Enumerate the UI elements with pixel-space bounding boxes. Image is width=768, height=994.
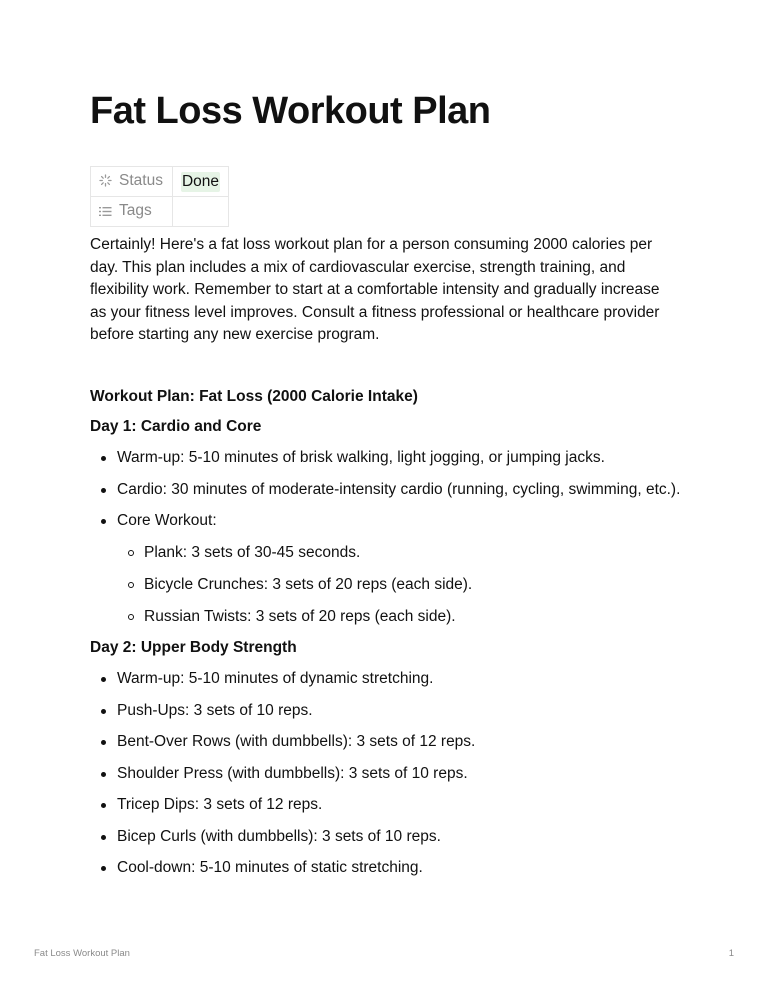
list-item: Cardio: 30 minutes of moderate-intensity cardio (running, cycling, swimming, etc.).: [90, 479, 710, 501]
day2-heading: Day 2: Upper Body Strength: [90, 639, 297, 656]
core-workout-sublist: [117, 542, 710, 628]
list-item: Bent-Over Rows (with dumbbells): 3 sets of 12 reps.: [90, 731, 710, 753]
list-item: Cool-down: 5-10 minutes of static stretching.: [90, 857, 710, 879]
status-badge[interactable]: Done: [181, 172, 220, 190]
property-value-status[interactable]: [172, 167, 228, 197]
page-title: Fat Loss Workout Plan: [90, 90, 491, 132]
list-icon: [99, 204, 112, 222]
property-value-tags[interactable]: [172, 197, 228, 227]
status-label: Status: [119, 171, 163, 189]
day1-list: [90, 447, 710, 628]
day1-heading: Day 1: Cardio and Core: [90, 418, 262, 435]
list-item: Tricep Dips: 3 sets of 12 reps.: [90, 794, 710, 816]
tags-label: Tags: [119, 201, 152, 219]
footer-title: Fat Loss Workout Plan: [34, 948, 130, 959]
workout-plan-section: [90, 386, 710, 889]
list-item: Warm-up: 5-10 minutes of dynamic stretching.: [90, 668, 710, 690]
list-item: Shoulder Press (with dumbbells): 3 sets of 10 reps.: [90, 763, 710, 785]
footer-page-number: 1: [728, 948, 734, 959]
list-item: Bicep Curls (with dumbbells): 3 sets of 10 reps.: [90, 826, 710, 848]
list-item-core: [90, 510, 710, 628]
plan-heading: Workout Plan: Fat Loss (2000 Calorie Intake): [90, 388, 418, 405]
sub-list-item: Bicycle Crunches: 3 sets of 20 reps (each side).: [117, 574, 710, 596]
intro-paragraph: Certainly! Here's a fat loss workout plan for a person consuming 2000 calories per day. This plan includes a mix of cardiovascular exercise, strength training, and flexibility work. Remember to start at a comfortable intensity and gradually increase as your fitness level improves. Consult a fitness professional or healthcare provider before starting any new exercise program.: [90, 236, 660, 344]
sub-list-item: Plank: 3 sets of 30-45 seconds.: [117, 542, 710, 564]
list-item: Warm-up: 5-10 minutes of brisk walking, light jogging, or jumping jacks.: [90, 447, 710, 469]
sub-list-item: Russian Twists: 3 sets of 20 reps (each side).: [117, 606, 710, 628]
properties-table: [90, 166, 229, 227]
core-workout-label: Core Workout:: [117, 512, 217, 529]
property-row-status: [91, 167, 229, 197]
property-key-status: [91, 167, 173, 197]
property-row-tags: [91, 197, 229, 227]
property-key-tags: [91, 197, 173, 227]
list-item: Push-Ups: 3 sets of 10 reps.: [90, 700, 710, 722]
status-spinner-icon: [99, 174, 112, 192]
day2-list: [90, 668, 710, 879]
